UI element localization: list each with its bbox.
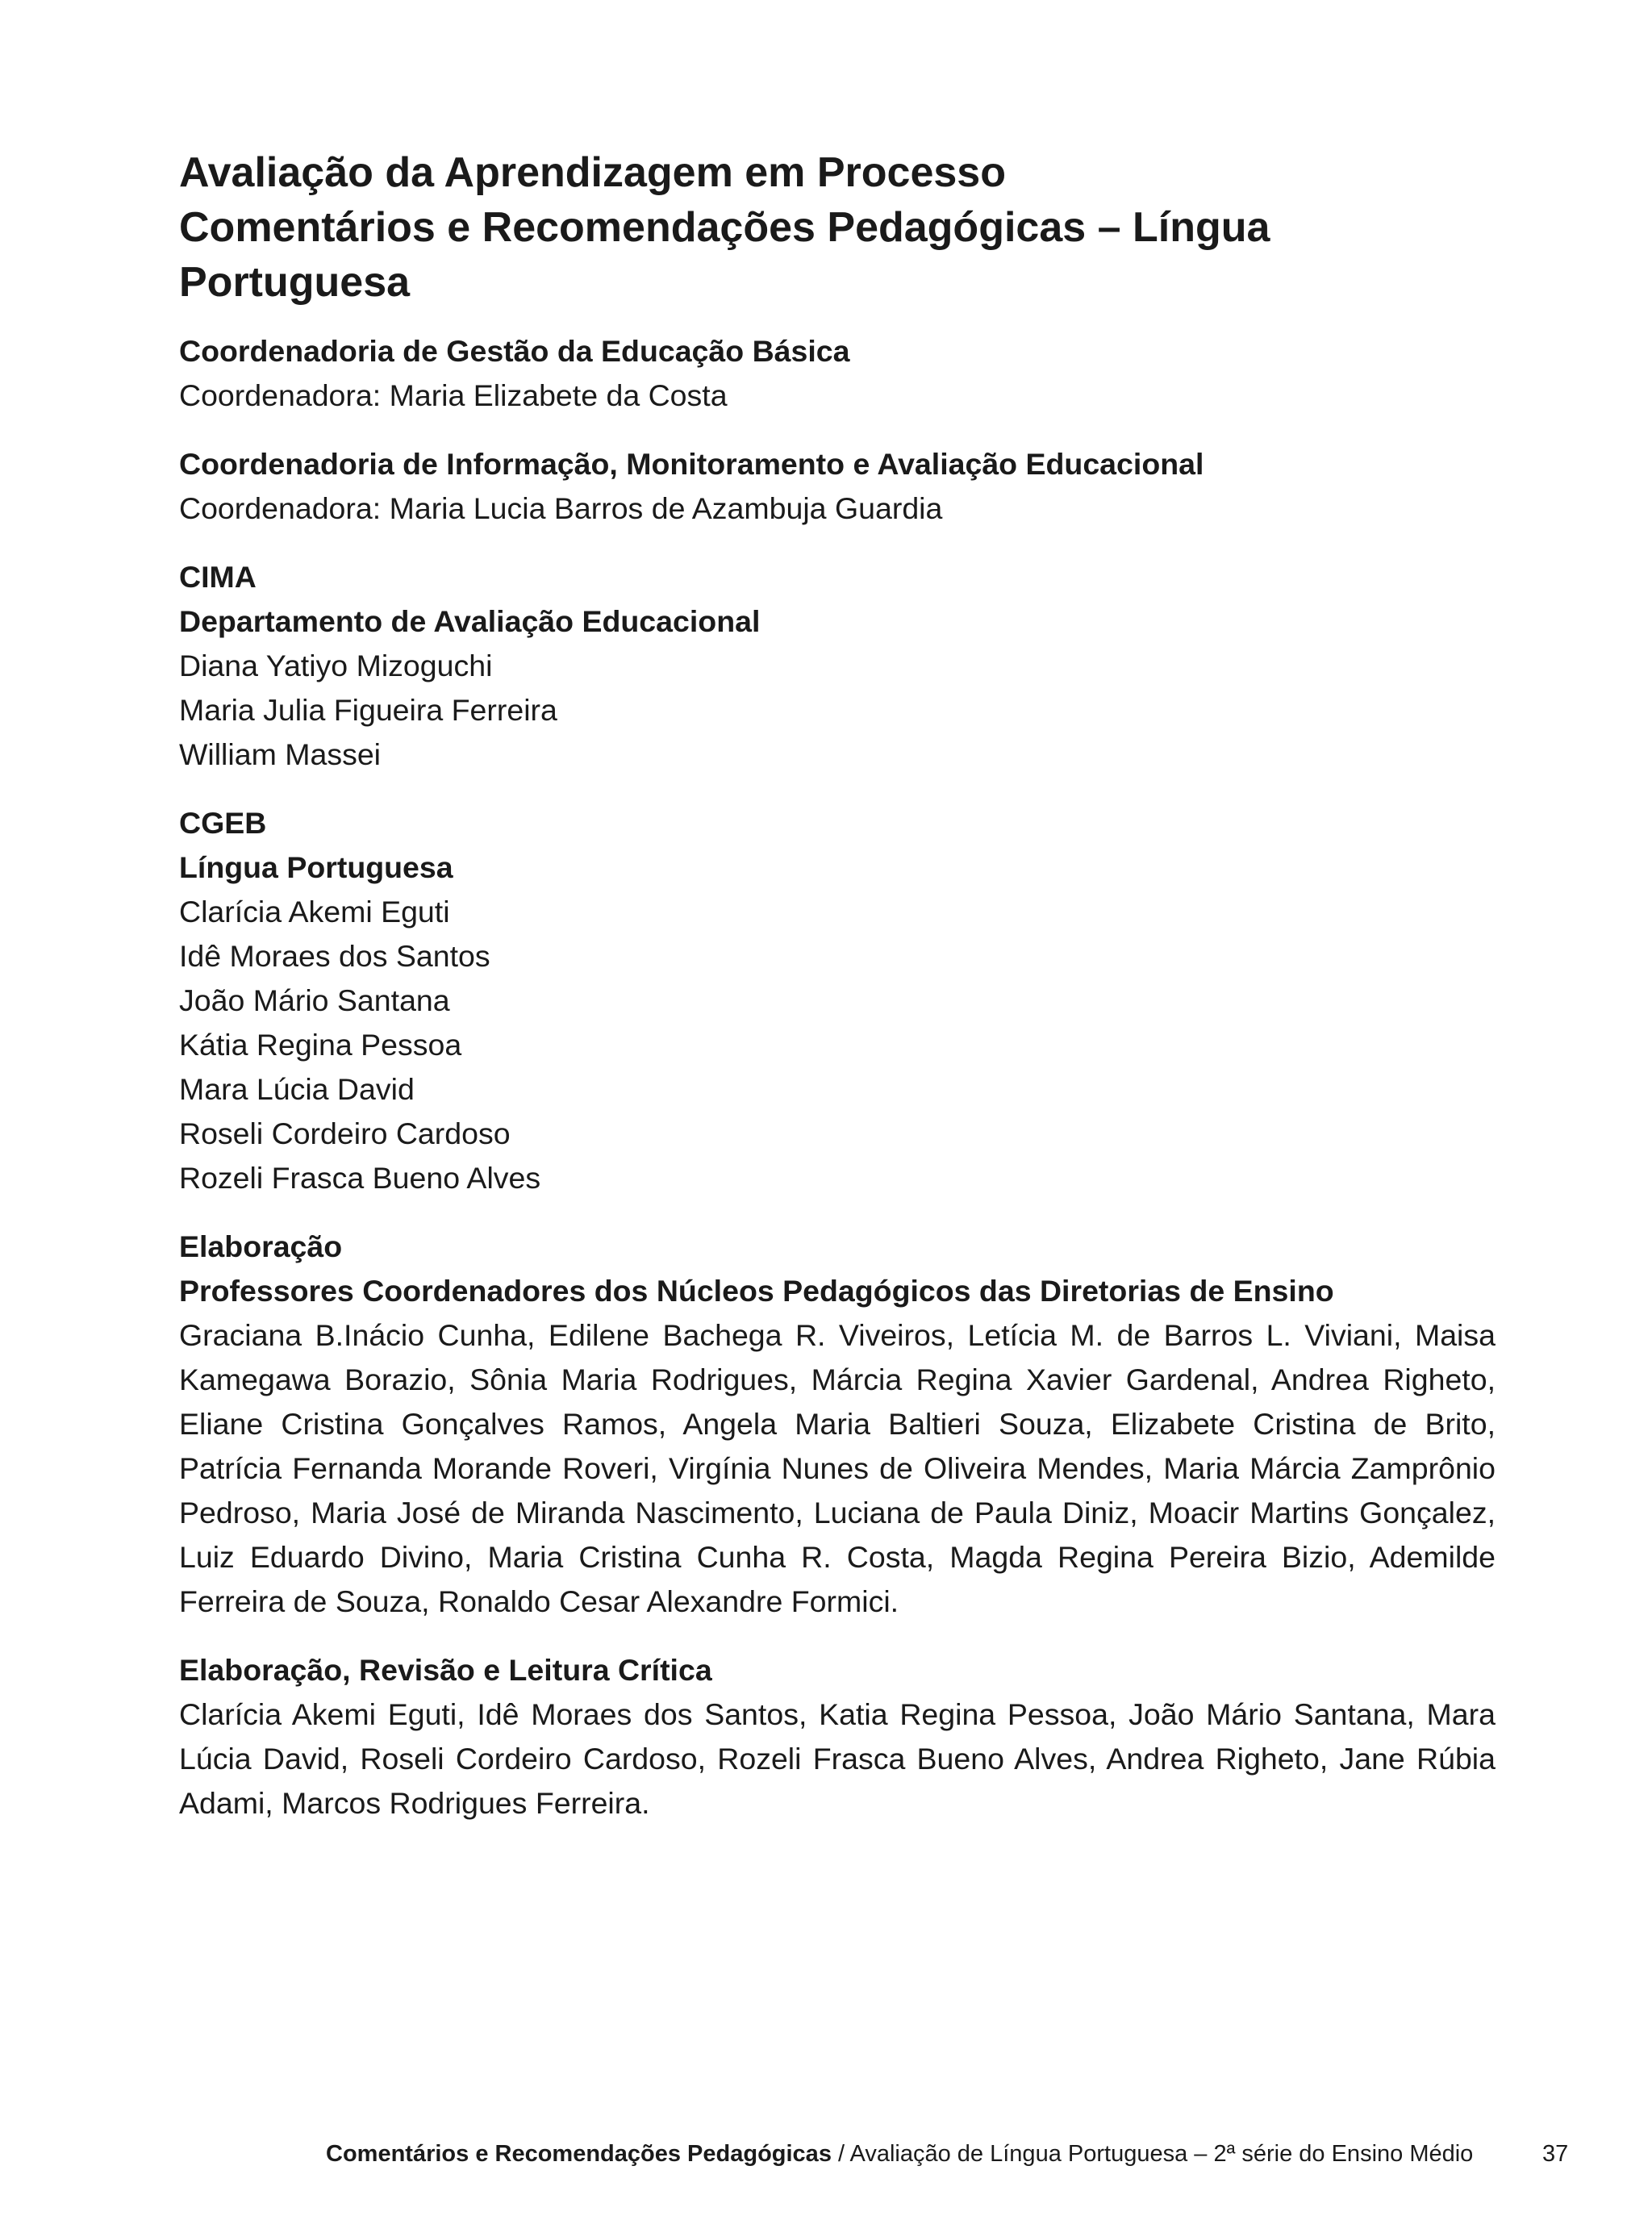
- list-item: Diana Yatiyo Mizoguchi: [179, 649, 493, 682]
- title-line-1: Avaliação da Aprendizagem em Processo: [179, 149, 1006, 196]
- section-heading: CIMA: [179, 560, 257, 594]
- section-elaboracao: [179, 1225, 1496, 1624]
- list-item: Rozeli Frasca Bueno Alves: [179, 1161, 541, 1195]
- credits-content: [179, 329, 1496, 1850]
- list-item: Idê Moraes dos Santos: [179, 939, 490, 973]
- title-line-2: Comentários e Recomendações Pedagógicas – Língua Portuguesa: [179, 204, 1270, 306]
- list-item: Kátia Regina Pessoa: [179, 1028, 462, 1062]
- section-cima-coordination: [179, 442, 1496, 531]
- section-heading: Elaboração: [179, 1229, 343, 1263]
- coordinator-name: Coordenadora: Maria Elizabete da Costa: [179, 378, 728, 412]
- list-item: João Mário Santana: [179, 983, 450, 1017]
- contributors-paragraph: Graciana B.Inácio Cunha, Edilene Bachega R. Viveiros, Letícia M. de Barros L. Viviani, Maisa Kamegawa Borazio, Sônia Maria Rodrigues, Márcia Regina Xavier Gardenal, Andrea Righeto, Eliane Cristina Gonçalves Ramos, Angela Maria Baltieri Souza, Elizabete Cristina de Brito, Patrícia Fernanda Morande Roveri, Virgínia Nunes de Oliveira Mendes, Maria Márcia Zamprônio Pedroso, Maria José de Miranda Nascimento, Luciana de Paula Diniz, Moacir Martins Gonçalez, Luiz Eduardo Divino, Maria Cristina Cunha R. Costa, Magda Regina Pereira Bizio, Ademilde Ferreira de Souza, Ronaldo Cesar Alexandre Formici.: [179, 1318, 1496, 1618]
- section-heading: Coordenadoria de Gestão da Educação Básica: [179, 334, 850, 368]
- footer-text: Avaliação de Língua Portuguesa – 2ª série do Ensino Médio: [849, 2141, 1474, 2167]
- footer-bold-text: Comentários e Recomendações Pedagógicas: [326, 2141, 832, 2167]
- section-heading: CGEB: [179, 806, 267, 840]
- section-subheading: Departamento de Avaliação Educacional: [179, 604, 761, 638]
- section-subheading: Professores Coordenadores dos Núcleos Pedagógicos das Diretorias de Ensino: [179, 1274, 1334, 1308]
- section-heading: Elaboração, Revisão e Leitura Crítica: [179, 1653, 712, 1687]
- coordinator-name: Coordenadora: Maria Lucia Barros de Azambuja Guardia: [179, 491, 943, 525]
- section-subheading: Língua Portuguesa: [179, 850, 453, 884]
- section-revisao: [179, 1648, 1496, 1826]
- footer-separator: /: [831, 2141, 850, 2167]
- list-item: Mara Lúcia David: [179, 1072, 415, 1106]
- section-cgeb-coordination: [179, 329, 1496, 418]
- list-item: Clarícia Akemi Eguti: [179, 895, 450, 929]
- section-heading: Coordenadoria de Informação, Monitoramento e Avaliação Educacional: [179, 447, 1204, 481]
- list-item: Roseli Cordeiro Cardoso: [179, 1116, 511, 1150]
- page-title: [179, 145, 1502, 310]
- list-item: Maria Julia Figueira Ferreira: [179, 693, 557, 727]
- page-number: 37: [1542, 2141, 1569, 2167]
- section-cima: [179, 555, 1496, 777]
- running-footer: [326, 2138, 1576, 2170]
- contributors-paragraph: Clarícia Akemi Eguti, Idê Moraes dos Santos, Katia Regina Pessoa, João Mário Santana, Mara Lúcia David, Roseli Cordeiro Cardoso, Rozeli Frasca Bueno Alves, Andrea Righeto, Jane Rúbia Adami, Marcos Rodrigues Ferreira.: [179, 1697, 1496, 1820]
- section-cgeb: [179, 801, 1496, 1200]
- list-item: William Massei: [179, 737, 382, 771]
